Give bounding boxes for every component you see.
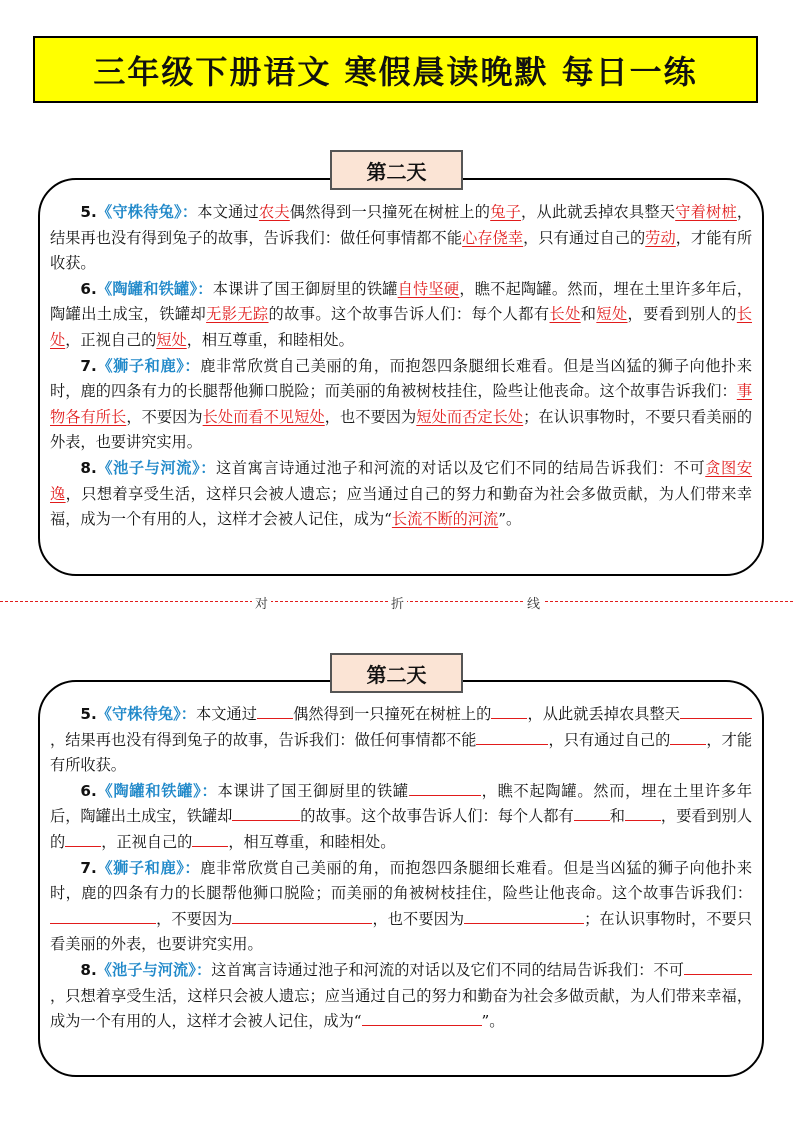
- fill-blank[interactable]: [362, 1009, 482, 1026]
- item-number: 5.: [80, 705, 97, 723]
- text: ”。: [481, 1012, 505, 1031]
- item-number: 7.: [80, 858, 97, 877]
- day-label-answers: [330, 150, 463, 190]
- text: ，只想着享受生活，这样只会被人遗忘；应当通过自己的努力和勤奋为社会多做贡献，为人们带来幸福，成为一个有用的人，这样才会被人记住，成为“: [50, 484, 752, 529]
- item-title: 《狮子和鹿》：: [96, 858, 201, 877]
- fold-label-3: 线: [524, 593, 543, 612]
- answer-text: 短处而否定长处: [416, 407, 524, 426]
- answer-text: 贪图安逸: [50, 458, 753, 503]
- answer-text: 短处: [156, 330, 187, 349]
- text: 本文通过: [197, 203, 259, 221]
- page-title: 三年级下册语文 寒假晨读晚默 每日一练: [93, 52, 698, 91]
- text: 本课讲了国王御厨里的铁罐: [217, 781, 409, 800]
- practice-item-7: [50, 856, 752, 958]
- answer-text: 兔子: [490, 203, 522, 221]
- text: ，瞧不起陶罐。然而，埋在土里许多年后，陶罐出土成宝，铁罐却: [50, 781, 753, 826]
- fill-blank[interactable]: [192, 830, 228, 847]
- answer-text: 短处: [596, 305, 628, 324]
- text: ，才能有所收获。: [50, 228, 753, 273]
- fill-blank[interactable]: [684, 958, 752, 975]
- fold-label-1: 对: [252, 593, 271, 612]
- answer-item-5: [50, 200, 752, 277]
- practice-item-5: [50, 702, 752, 779]
- text: 本文通过: [195, 705, 258, 723]
- text: 偶然得到一只撞死在树桩上的: [293, 705, 492, 723]
- answer-item-6: [50, 277, 752, 354]
- text: ；在认识事物时，不要只看美丽的外表，也要讲究实用。: [50, 407, 753, 452]
- fill-blank[interactable]: [232, 907, 372, 924]
- answer-text: 心存侥幸: [462, 228, 524, 247]
- item-title: 《守株待兔》：: [96, 203, 198, 221]
- item-number: 8.: [80, 960, 97, 979]
- item-number: 7.: [80, 356, 97, 375]
- fill-blank[interactable]: [50, 907, 156, 924]
- text: ，结果再也没有得到兔子的故事，告诉我们：做任何事情都不能: [50, 730, 477, 749]
- text: 的故事。这个故事告诉人们：每个人都有: [300, 807, 574, 826]
- practice-item-8: [50, 958, 752, 1035]
- fold-label-2: 折: [388, 593, 407, 612]
- fill-blank[interactable]: [65, 830, 101, 847]
- text: ，正视自己的: [65, 330, 157, 349]
- answer-text: 事物各有所长: [50, 382, 752, 426]
- fill-blank[interactable]: [232, 804, 300, 821]
- day-label-text: 第二天: [366, 662, 427, 687]
- fill-blank[interactable]: [625, 804, 661, 821]
- text: 这首寓言诗通过池子和河流的对话以及它们不同的结局告诉我们：不可: [211, 960, 685, 979]
- text: ，相互尊重，和睦相处。: [228, 832, 396, 851]
- text: ；在认识事物时，不要只看美丽的外表，也要讲究实用。: [50, 909, 753, 954]
- answer-text: 农夫: [258, 203, 290, 221]
- item-number: 5.: [80, 203, 97, 221]
- text: ，相互尊重，和睦相处。: [186, 330, 354, 349]
- text: ，也不要因为: [372, 909, 465, 928]
- fill-blank[interactable]: [574, 804, 610, 821]
- answer-text: 长处: [50, 305, 752, 349]
- title-banner: [33, 36, 758, 103]
- text: ，从此就丢掉农具整天: [527, 705, 681, 723]
- fill-blank[interactable]: [409, 779, 481, 796]
- item-title: 《池子与河流》：: [96, 960, 212, 979]
- text: ，结果再也没有得到兔子的故事，告诉我们：做任何事情都不能: [50, 203, 753, 247]
- practice-item-6: [50, 779, 752, 856]
- text: ，只有通过自己的: [523, 228, 646, 247]
- text: ，瞧不起陶罐。然而，埋在土里许多年后，陶罐出土成宝，铁罐却: [50, 279, 753, 324]
- text: ，不要因为: [126, 407, 203, 426]
- text: ”。: [498, 510, 522, 529]
- fill-blank[interactable]: [476, 728, 548, 745]
- text: ，要看到别人的: [627, 305, 737, 324]
- answer-text: 无影无踪: [206, 305, 269, 324]
- answer-text: 长处而看不见短处: [202, 407, 325, 426]
- answer-text: 劳动: [645, 228, 676, 247]
- item-title: 《池子与河流》：: [96, 458, 216, 477]
- text: 鹿非常欣赏自己美丽的角，而抱怨四条腿细长难看。但是当凶猛的狮子向他扑来时，鹿的四条有力的长腿帮他狮口脱险；而美丽的角被树枝挂住，险些让他丧命。这个故事告诉我们：: [50, 858, 753, 903]
- practice-content: [50, 702, 752, 1035]
- item-title: 《守株待兔》：: [96, 705, 196, 723]
- item-number: 8.: [80, 458, 97, 477]
- text: 和: [580, 305, 597, 324]
- item-number: 6.: [80, 279, 97, 298]
- text: ，不要因为: [156, 909, 233, 928]
- day-label-text: 第二天: [366, 159, 427, 184]
- answer-item-7: [50, 354, 752, 456]
- item-number: 6.: [80, 781, 97, 800]
- text: 鹿非常欣赏自己美丽的角，而抱怨四条腿细长难看。但是当凶猛的狮子向他扑来时，鹿的四条有力的长腿帮他狮口脱险；而美丽的角被树枝挂住，险些让他丧命。这个故事告诉我们：: [50, 356, 753, 401]
- item-title: 《陶罐和铁罐》：: [96, 279, 213, 298]
- text: ，才能有所收获。: [50, 730, 753, 775]
- text: 和: [609, 807, 625, 826]
- fill-blank[interactable]: [680, 702, 752, 719]
- answer-text: 长流不断的河流: [391, 510, 499, 529]
- answer-card: [38, 178, 764, 576]
- fill-blank[interactable]: [491, 702, 527, 719]
- text: ，要看到别人的: [50, 807, 753, 851]
- day-label-practice: [330, 653, 463, 693]
- text: 这首寓言诗通过池子和河流的对话以及它们不同的结局告诉我们：不可: [216, 458, 706, 477]
- practice-card: [38, 680, 764, 1077]
- answer-text: 守着树桩: [675, 203, 737, 221]
- fill-blank[interactable]: [257, 702, 293, 719]
- text: 偶然得到一只撞死在树桩上的: [289, 203, 491, 221]
- answer-text: 长处: [549, 305, 581, 324]
- fill-blank[interactable]: [464, 907, 584, 924]
- text: ，正视自己的: [101, 832, 193, 851]
- text: ，只想着享受生活，这样只会被人遗忘；应当通过自己的努力和勤奋为社会多做贡献，为人们带来幸福，成为一个有用的人，这样才会被人记住，成为“: [50, 986, 752, 1031]
- text: ，只有通过自己的: [548, 730, 671, 749]
- text: ，从此就丢掉农具整天: [521, 203, 676, 221]
- fill-blank[interactable]: [670, 728, 706, 745]
- answer-item-8: [50, 456, 752, 533]
- answer-content: [50, 200, 752, 533]
- item-title: 《陶罐和铁罐》：: [96, 781, 218, 800]
- text: 本课讲了国王御厨里的铁罐: [212, 279, 398, 298]
- item-title: 《狮子和鹿》：: [96, 356, 201, 375]
- text: ，也不要因为: [324, 407, 417, 426]
- text: 的故事。这个故事告诉人们：每个人都有: [268, 305, 550, 324]
- answer-text: 自恃坚硬: [397, 279, 460, 298]
